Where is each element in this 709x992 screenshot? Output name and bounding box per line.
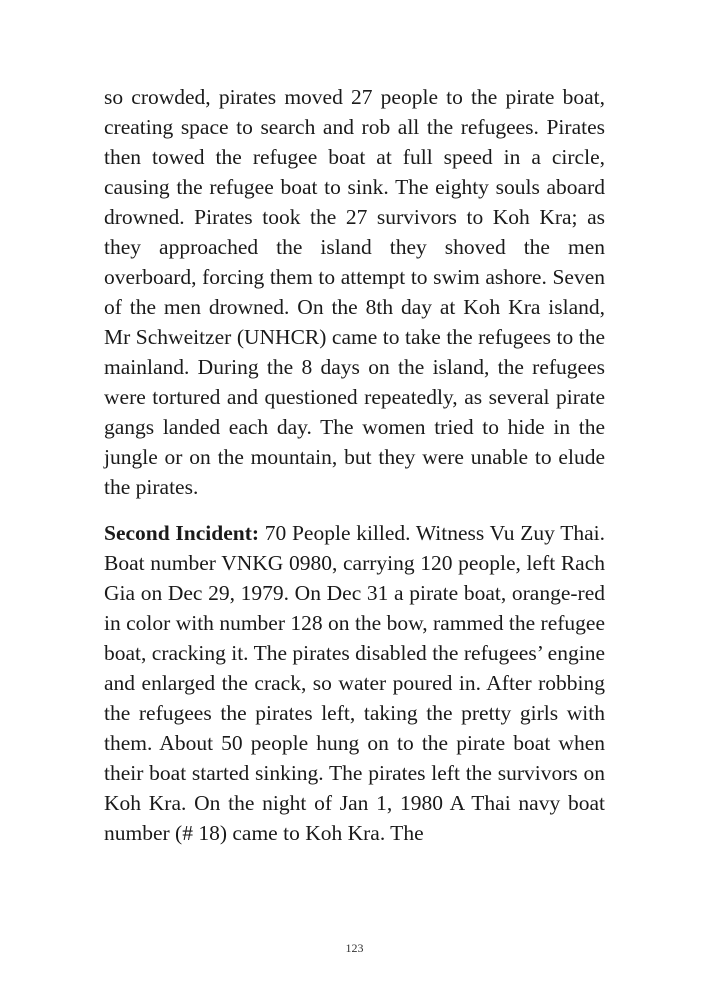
incident-heading: Second Incident: (104, 521, 260, 545)
page-body (104, 82, 605, 848)
paragraph-text: 70 People killed. Witness Vu Zuy Thai. Boat number VNKG 0980, carrying 120 people, left Rach Gia on Dec 29, 1979. On Dec 31 a pirate boat, orange-red in color with number 128 on the bow, rammed the refugee boat, cracking it. The pirates disabled the refugees’ engine and enlarged the crack, so water poured in. After robbing the refugees the pirates left, taking the pretty girls with them. About 50 people hung on to the pirate boat when their boat started sinking. The pirates left the survivors on Koh Kra. On the night of Jan 1, 1980 A Thai navy boat number (# 18) came to Koh Kra. The (104, 521, 605, 845)
paragraph-text: so crowded, pirates moved 27 people to the pirate boat, creating space to search and rob all the refugees. Pirates then towed the refugee boat at full speed in a circle, causing the refugee boat to sink. The eighty souls aboard drowned. Pirates took the 27 survivors to Koh Kra; as they approached the island they shoved the men overboard, forcing them to attempt to swim ashore. Seven of the men drowned. On the 8th day at Koh Kra island, Mr Schweitzer (UNHCR) came to take the refugees to the mainland. During the 8 days on the island, the refugees were tortured and questioned repeatedly, as several pirate gangs landed each day. The women tried to hide in the jungle or on the mountain, but they were unable to elude the pirates. (104, 85, 605, 499)
paragraph-second-incident (104, 518, 605, 848)
paragraph-first-incident-continuation (104, 82, 605, 502)
page-number: 123 (345, 941, 364, 955)
